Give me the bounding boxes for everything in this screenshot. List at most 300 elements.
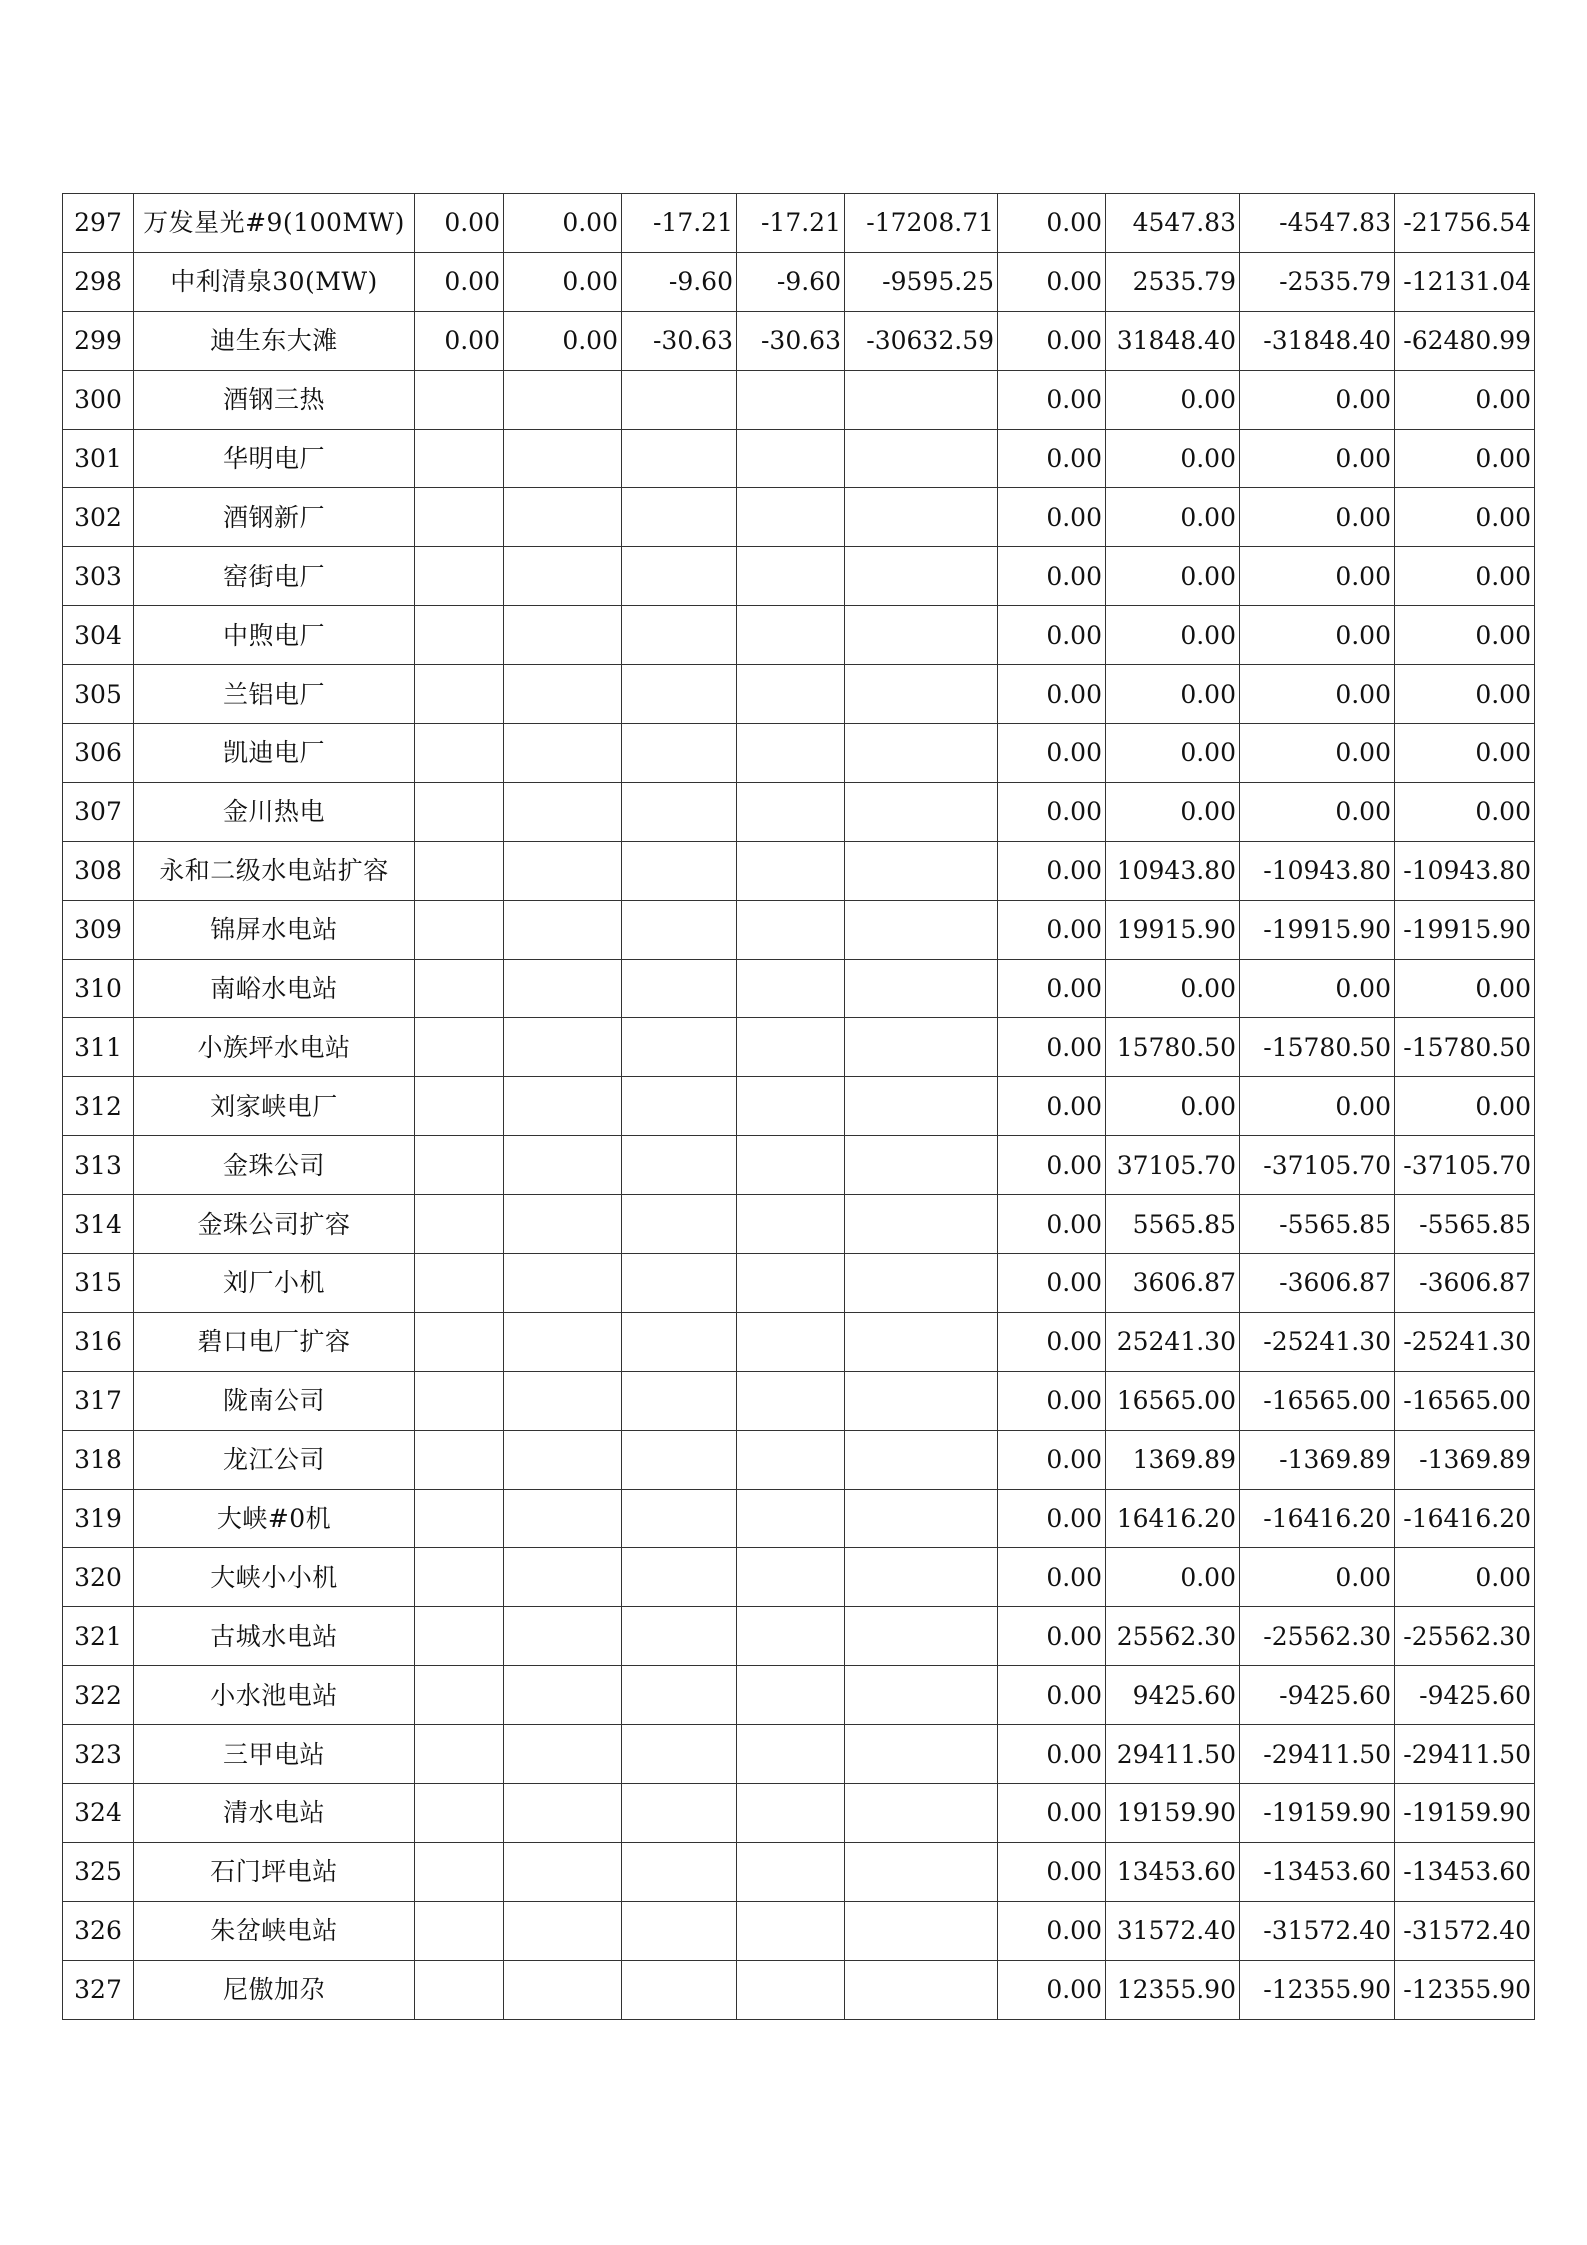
value-cell-5 (845, 1548, 998, 1607)
value-cell-1 (415, 1077, 504, 1136)
value-cell-3 (622, 1254, 737, 1313)
value-cell-9: -37105.70 (1395, 1136, 1535, 1195)
value-cell-6: 0.00 (998, 1371, 1106, 1430)
table-row (63, 1548, 1535, 1607)
value-cell-2 (504, 1312, 622, 1371)
value-cell-4 (737, 1607, 845, 1666)
value-cell-8: 0.00 (1240, 724, 1395, 783)
table-row (63, 1430, 1535, 1489)
row-number-cell: 312 (63, 1077, 134, 1136)
value-cell-2 (504, 606, 622, 665)
row-number-cell: 303 (63, 547, 134, 606)
value-cell-3 (622, 665, 737, 724)
plant-name-cell: 碧口电厂扩容 (134, 1312, 415, 1371)
value-cell-9: -62480.99 (1395, 311, 1535, 370)
value-cell-4 (737, 606, 845, 665)
value-cell-4: -17.21 (737, 194, 845, 253)
row-number-cell: 327 (63, 1960, 134, 2019)
plant-name-cell: 金川热电 (134, 782, 415, 841)
value-cell-8: -25562.30 (1240, 1607, 1395, 1666)
plant-name-cell: 古城水电站 (134, 1607, 415, 1666)
value-cell-9: -3606.87 (1395, 1254, 1535, 1313)
value-cell-5 (845, 1666, 998, 1725)
plant-name-cell: 大峡小小机 (134, 1548, 415, 1607)
plant-name-cell: 中煦电厂 (134, 606, 415, 665)
value-cell-6: 0.00 (998, 1312, 1106, 1371)
value-cell-4 (737, 488, 845, 547)
value-cell-7: 29411.50 (1106, 1725, 1240, 1784)
value-cell-1 (415, 665, 504, 724)
value-cell-5 (845, 370, 998, 429)
value-cell-3 (622, 1312, 737, 1371)
value-cell-8: -19159.90 (1240, 1784, 1395, 1843)
table-row (63, 1312, 1535, 1371)
value-cell-9: 0.00 (1395, 488, 1535, 547)
plant-name-cell: 大峡#0机 (134, 1489, 415, 1548)
value-cell-4: -9.60 (737, 252, 845, 311)
plant-name-cell: 尼傲加尕 (134, 1960, 415, 2019)
value-cell-4 (737, 1489, 845, 1548)
value-cell-4 (737, 1901, 845, 1960)
value-cell-1 (415, 429, 504, 488)
plant-name-cell: 凯迪电厂 (134, 724, 415, 783)
value-cell-5 (845, 547, 998, 606)
value-cell-8: -4547.83 (1240, 194, 1395, 253)
value-cell-5 (845, 1312, 998, 1371)
value-cell-2 (504, 1136, 622, 1195)
value-cell-6: 0.00 (998, 1666, 1106, 1725)
value-cell-7: 0.00 (1106, 665, 1240, 724)
value-cell-1: 0.00 (415, 194, 504, 253)
row-number-cell: 320 (63, 1548, 134, 1607)
table-row (63, 547, 1535, 606)
value-cell-1 (415, 1901, 504, 1960)
value-cell-5: -9595.25 (845, 252, 998, 311)
plant-name-cell: 兰铝电厂 (134, 665, 415, 724)
table-row (63, 841, 1535, 900)
row-number-cell: 315 (63, 1254, 134, 1313)
value-cell-5 (845, 1784, 998, 1843)
value-cell-9: 0.00 (1395, 547, 1535, 606)
value-cell-1 (415, 1430, 504, 1489)
value-cell-4 (737, 1725, 845, 1784)
value-cell-5 (845, 900, 998, 959)
table-row (63, 1842, 1535, 1901)
value-cell-9: -5565.85 (1395, 1195, 1535, 1254)
value-cell-7: 31848.40 (1106, 311, 1240, 370)
value-cell-5 (845, 1018, 998, 1077)
value-cell-4 (737, 900, 845, 959)
value-cell-1: 0.00 (415, 252, 504, 311)
value-cell-3 (622, 900, 737, 959)
value-cell-1 (415, 488, 504, 547)
value-cell-3 (622, 1195, 737, 1254)
value-cell-3 (622, 1607, 737, 1666)
value-cell-4 (737, 1312, 845, 1371)
value-cell-6: 0.00 (998, 488, 1106, 547)
plant-name-cell: 酒钢三热 (134, 370, 415, 429)
value-cell-5 (845, 665, 998, 724)
value-cell-9: 0.00 (1395, 606, 1535, 665)
value-cell-7: 1369.89 (1106, 1430, 1240, 1489)
value-cell-2 (504, 1077, 622, 1136)
value-cell-2: 0.00 (504, 252, 622, 311)
value-cell-4 (737, 665, 845, 724)
value-cell-7: 12355.90 (1106, 1960, 1240, 2019)
row-number-cell: 322 (63, 1666, 134, 1725)
value-cell-4: -30.63 (737, 311, 845, 370)
value-cell-4 (737, 370, 845, 429)
value-cell-6: 0.00 (998, 547, 1106, 606)
value-cell-7: 15780.50 (1106, 1018, 1240, 1077)
value-cell-6: 0.00 (998, 1607, 1106, 1666)
value-cell-7: 0.00 (1106, 724, 1240, 783)
plant-name-cell: 窑街电厂 (134, 547, 415, 606)
value-cell-6: 0.00 (998, 1842, 1106, 1901)
value-cell-9: -19915.90 (1395, 900, 1535, 959)
value-cell-6: 0.00 (998, 724, 1106, 783)
value-cell-7: 13453.60 (1106, 1842, 1240, 1901)
value-cell-2 (504, 1842, 622, 1901)
table-row (63, 1960, 1535, 2019)
value-cell-6: 0.00 (998, 252, 1106, 311)
value-cell-3 (622, 1784, 737, 1843)
value-cell-6: 0.00 (998, 1018, 1106, 1077)
value-cell-8: -31572.40 (1240, 1901, 1395, 1960)
value-cell-7: 0.00 (1106, 782, 1240, 841)
table-row (63, 959, 1535, 1018)
row-number-cell: 302 (63, 488, 134, 547)
value-cell-5 (845, 488, 998, 547)
value-cell-4 (737, 1548, 845, 1607)
value-cell-9: 0.00 (1395, 665, 1535, 724)
plant-name-cell: 小水池电站 (134, 1666, 415, 1725)
table-row (63, 370, 1535, 429)
value-cell-3 (622, 1430, 737, 1489)
row-number-cell: 324 (63, 1784, 134, 1843)
value-cell-3 (622, 1489, 737, 1548)
value-cell-1 (415, 959, 504, 1018)
row-number-cell: 311 (63, 1018, 134, 1077)
value-cell-6: 0.00 (998, 665, 1106, 724)
value-cell-2 (504, 900, 622, 959)
value-cell-7: 37105.70 (1106, 1136, 1240, 1195)
value-cell-9: 0.00 (1395, 429, 1535, 488)
value-cell-8: -1369.89 (1240, 1430, 1395, 1489)
value-cell-8: 0.00 (1240, 370, 1395, 429)
plant-name-cell: 迪生东大滩 (134, 311, 415, 370)
value-cell-2 (504, 841, 622, 900)
value-cell-7: 0.00 (1106, 1548, 1240, 1607)
value-cell-4 (737, 1430, 845, 1489)
value-cell-1 (415, 1666, 504, 1725)
plant-name-cell: 万发星光#9(100MW) (134, 194, 415, 253)
value-cell-2 (504, 1018, 622, 1077)
plant-name-cell: 华明电厂 (134, 429, 415, 488)
value-cell-6: 0.00 (998, 1077, 1106, 1136)
value-cell-4 (737, 841, 845, 900)
value-cell-4 (737, 1077, 845, 1136)
value-cell-6: 0.00 (998, 1901, 1106, 1960)
row-number-cell: 319 (63, 1489, 134, 1548)
value-cell-3 (622, 429, 737, 488)
row-number-cell: 321 (63, 1607, 134, 1666)
value-cell-4 (737, 1784, 845, 1843)
value-cell-6: 0.00 (998, 1195, 1106, 1254)
row-number-cell: 298 (63, 252, 134, 311)
value-cell-5 (845, 429, 998, 488)
value-cell-3 (622, 1136, 737, 1195)
value-cell-9: -29411.50 (1395, 1725, 1535, 1784)
row-number-cell: 325 (63, 1842, 134, 1901)
value-cell-1 (415, 1312, 504, 1371)
value-cell-3 (622, 606, 737, 665)
value-cell-9: 0.00 (1395, 370, 1535, 429)
value-cell-3 (622, 547, 737, 606)
value-cell-5: -30632.59 (845, 311, 998, 370)
value-cell-5 (845, 606, 998, 665)
plant-name-cell: 刘家峡电厂 (134, 1077, 415, 1136)
value-cell-4 (737, 959, 845, 1018)
value-cell-8: -37105.70 (1240, 1136, 1395, 1195)
row-number-cell: 307 (63, 782, 134, 841)
value-cell-1 (415, 1607, 504, 1666)
value-cell-7: 25562.30 (1106, 1607, 1240, 1666)
value-cell-6: 0.00 (998, 1136, 1106, 1195)
value-cell-9: 0.00 (1395, 1077, 1535, 1136)
value-cell-6: 0.00 (998, 782, 1106, 841)
table-row (63, 1136, 1535, 1195)
value-cell-9: -12131.04 (1395, 252, 1535, 311)
row-number-cell: 301 (63, 429, 134, 488)
table-row (63, 1901, 1535, 1960)
row-number-cell: 310 (63, 959, 134, 1018)
value-cell-8: -9425.60 (1240, 1666, 1395, 1725)
value-cell-8: -3606.87 (1240, 1254, 1395, 1313)
value-cell-1 (415, 1254, 504, 1313)
value-cell-7: 16565.00 (1106, 1371, 1240, 1430)
table-row (63, 429, 1535, 488)
value-cell-6: 0.00 (998, 370, 1106, 429)
value-cell-5 (845, 1254, 998, 1313)
value-cell-4 (737, 1136, 845, 1195)
table-row (63, 724, 1535, 783)
value-cell-3 (622, 1548, 737, 1607)
plant-name-cell: 酒钢新厂 (134, 488, 415, 547)
value-cell-8: -13453.60 (1240, 1842, 1395, 1901)
value-cell-6: 0.00 (998, 429, 1106, 488)
value-cell-8: -29411.50 (1240, 1725, 1395, 1784)
value-cell-2 (504, 1371, 622, 1430)
row-number-cell: 305 (63, 665, 134, 724)
table-row (63, 1018, 1535, 1077)
value-cell-2 (504, 959, 622, 1018)
value-cell-4 (737, 1960, 845, 2019)
value-cell-8: 0.00 (1240, 547, 1395, 606)
value-cell-3: -30.63 (622, 311, 737, 370)
value-cell-1 (415, 370, 504, 429)
row-number-cell: 326 (63, 1901, 134, 1960)
table-row (63, 1666, 1535, 1725)
value-cell-1 (415, 841, 504, 900)
value-cell-6: 0.00 (998, 1254, 1106, 1313)
value-cell-7: 0.00 (1106, 1077, 1240, 1136)
value-cell-9: 0.00 (1395, 724, 1535, 783)
value-cell-6: 0.00 (998, 1784, 1106, 1843)
value-cell-9: -16416.20 (1395, 1489, 1535, 1548)
value-cell-4 (737, 1018, 845, 1077)
value-cell-3 (622, 1960, 737, 2019)
value-cell-4 (737, 1666, 845, 1725)
plant-name-cell: 清水电站 (134, 1784, 415, 1843)
value-cell-3 (622, 841, 737, 900)
value-cell-9: -16565.00 (1395, 1371, 1535, 1430)
plant-name-cell: 金珠公司 (134, 1136, 415, 1195)
row-number-cell: 297 (63, 194, 134, 253)
table-row (63, 1254, 1535, 1313)
table-row (63, 1725, 1535, 1784)
value-cell-5 (845, 1195, 998, 1254)
value-cell-9: -21756.54 (1395, 194, 1535, 253)
value-cell-9: 0.00 (1395, 782, 1535, 841)
value-cell-6: 0.00 (998, 841, 1106, 900)
value-cell-8: -31848.40 (1240, 311, 1395, 370)
value-cell-8: 0.00 (1240, 488, 1395, 547)
table-row (63, 1489, 1535, 1548)
value-cell-7: 16416.20 (1106, 1489, 1240, 1548)
value-cell-7: 3606.87 (1106, 1254, 1240, 1313)
value-cell-7: 5565.85 (1106, 1195, 1240, 1254)
table-row (63, 1077, 1535, 1136)
row-number-cell: 316 (63, 1312, 134, 1371)
value-cell-5 (845, 1371, 998, 1430)
value-cell-8: 0.00 (1240, 959, 1395, 1018)
table-row (63, 252, 1535, 311)
value-cell-9: -31572.40 (1395, 1901, 1535, 1960)
value-cell-2 (504, 429, 622, 488)
value-cell-1 (415, 1195, 504, 1254)
value-cell-2 (504, 1607, 622, 1666)
row-number-cell: 299 (63, 311, 134, 370)
value-cell-4 (737, 1254, 845, 1313)
value-cell-3 (622, 1725, 737, 1784)
value-cell-2 (504, 1430, 622, 1489)
value-cell-9: -19159.90 (1395, 1784, 1535, 1843)
table-body (63, 194, 1535, 2020)
value-cell-8: -15780.50 (1240, 1018, 1395, 1077)
value-cell-1 (415, 547, 504, 606)
value-cell-8: -10943.80 (1240, 841, 1395, 900)
value-cell-5 (845, 1725, 998, 1784)
plant-name-cell: 陇南公司 (134, 1371, 415, 1430)
table-row (63, 488, 1535, 547)
value-cell-3 (622, 724, 737, 783)
value-cell-9: -10943.80 (1395, 841, 1535, 900)
value-cell-9: -25562.30 (1395, 1607, 1535, 1666)
value-cell-5 (845, 1430, 998, 1489)
value-cell-3 (622, 1077, 737, 1136)
value-cell-9: -25241.30 (1395, 1312, 1535, 1371)
row-number-cell: 300 (63, 370, 134, 429)
value-cell-7: 0.00 (1106, 488, 1240, 547)
value-cell-2 (504, 1901, 622, 1960)
value-cell-4 (737, 1371, 845, 1430)
value-cell-2 (504, 1784, 622, 1843)
value-cell-5 (845, 959, 998, 1018)
row-number-cell: 317 (63, 1371, 134, 1430)
value-cell-3: -9.60 (622, 252, 737, 311)
value-cell-5 (845, 1077, 998, 1136)
row-number-cell: 304 (63, 606, 134, 665)
value-cell-3 (622, 370, 737, 429)
value-cell-1 (415, 900, 504, 959)
value-cell-7: 2535.79 (1106, 252, 1240, 311)
value-cell-5 (845, 724, 998, 783)
row-number-cell: 318 (63, 1430, 134, 1489)
value-cell-7: 0.00 (1106, 606, 1240, 665)
plant-name-cell: 中利清泉30(MW) (134, 252, 415, 311)
value-cell-8: 0.00 (1240, 1548, 1395, 1607)
value-cell-2 (504, 1489, 622, 1548)
value-cell-6: 0.00 (998, 1430, 1106, 1489)
value-cell-2 (504, 370, 622, 429)
value-cell-6: 0.00 (998, 959, 1106, 1018)
value-cell-8: -25241.30 (1240, 1312, 1395, 1371)
value-cell-2: 0.00 (504, 311, 622, 370)
value-cell-5 (845, 782, 998, 841)
value-cell-2 (504, 1195, 622, 1254)
plant-name-cell: 朱岔峡电站 (134, 1901, 415, 1960)
value-cell-6: 0.00 (998, 194, 1106, 253)
value-cell-1 (415, 1725, 504, 1784)
value-cell-3 (622, 1901, 737, 1960)
value-cell-3 (622, 1371, 737, 1430)
row-number-cell: 306 (63, 724, 134, 783)
table-row (63, 1607, 1535, 1666)
value-cell-3 (622, 488, 737, 547)
value-cell-4 (737, 1842, 845, 1901)
value-cell-8: -16416.20 (1240, 1489, 1395, 1548)
value-cell-6: 0.00 (998, 900, 1106, 959)
plant-name-cell: 石门坪电站 (134, 1842, 415, 1901)
value-cell-1 (415, 782, 504, 841)
value-cell-7: 4547.83 (1106, 194, 1240, 253)
value-cell-7: 19159.90 (1106, 1784, 1240, 1843)
value-cell-3 (622, 1666, 737, 1725)
value-cell-6: 0.00 (998, 1960, 1106, 2019)
plant-name-cell: 小族坪水电站 (134, 1018, 415, 1077)
plant-name-cell: 永和二级水电站扩容 (134, 841, 415, 900)
value-cell-2 (504, 724, 622, 783)
value-cell-8: -5565.85 (1240, 1195, 1395, 1254)
table-row (63, 665, 1535, 724)
value-cell-9: 0.00 (1395, 1548, 1535, 1607)
value-cell-1 (415, 606, 504, 665)
value-cell-2 (504, 782, 622, 841)
value-cell-3 (622, 782, 737, 841)
value-cell-5 (845, 1136, 998, 1195)
value-cell-5 (845, 841, 998, 900)
value-cell-2 (504, 1960, 622, 2019)
table-row (63, 606, 1535, 665)
table-row (63, 900, 1535, 959)
table-row (63, 1371, 1535, 1430)
value-cell-9: -1369.89 (1395, 1430, 1535, 1489)
value-cell-7: 0.00 (1106, 959, 1240, 1018)
value-cell-6: 0.00 (998, 1548, 1106, 1607)
value-cell-9: -9425.60 (1395, 1666, 1535, 1725)
value-cell-9: -15780.50 (1395, 1018, 1535, 1077)
